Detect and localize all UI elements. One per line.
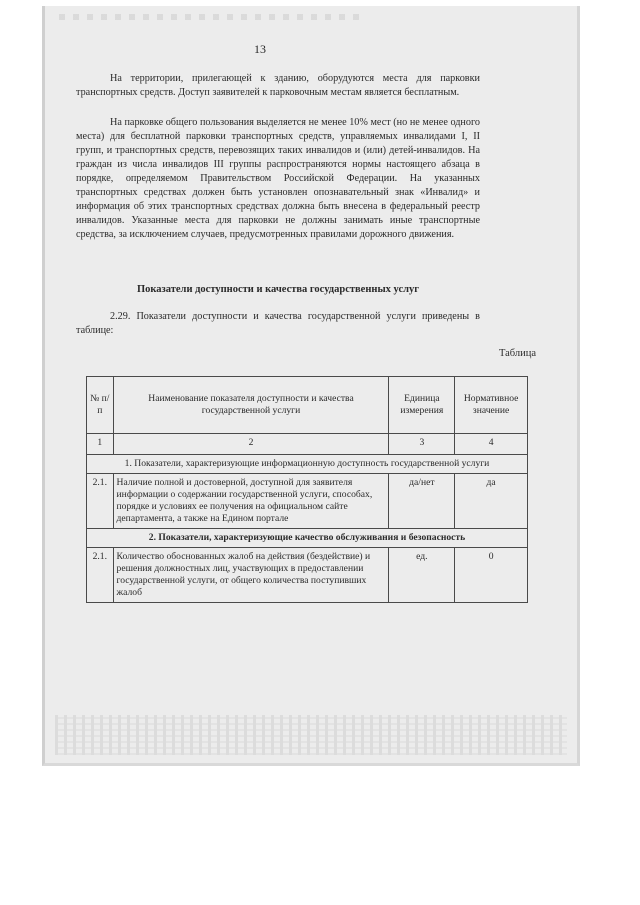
section1-row [87, 455, 528, 474]
paragraph-disabled-parking: На парковке общего пользования выделяется не менее 10% мест (но не менее одного места) для бесплатной парковки транспортных средств, управляемых инвалидами I, II групп, и транспортных средств, перевозящих таких инвалидов и (или) детей-инвалидов. На граждан из числа инвалидов III группы распространяются нормы настоящего абзаца в порядке, определяемом Правительством Российской Федерации. На указанных транспортных средствах должен быть установлен опознавательный знак «Инвалид» и информация об этих транспортных средствах должна быть внесена в федеральный реестр инвалидов. Указанные места для парковки не должны занимать иные транспортные средства, за исключением случаев, предусмотренных правилами дорожного движения. [76, 117, 480, 240]
table-row [87, 474, 528, 529]
header-value: Нормативное значение [455, 377, 528, 434]
header-name: Наименование показателя доступности и качества государственной услуги [113, 377, 389, 434]
header-num: № п/п [87, 377, 114, 434]
header-unit: Единица измерения [389, 377, 455, 434]
table-header-row [87, 377, 528, 434]
scan-noise-bottom [55, 715, 567, 755]
colnum-1: 1 [87, 434, 114, 455]
row2-value: 0 [455, 548, 528, 603]
row1-name: Наличие полной и достоверной, доступной для заявителя информации о содержании государственной услуги, способах, порядке и условиях ее получения на официальном сайте департамента, а также на Едином портале [113, 474, 389, 529]
colnum-4: 4 [455, 434, 528, 455]
row2-name: Количество обоснованных жалоб на действия (бездействие) и решения должностных лиц, участвующих в предоставлении государственной услуги, от общего количества поступивших жалоб [113, 548, 389, 603]
row1-num: 2.1. [87, 474, 114, 529]
section2-title: 2. Показатели, характеризующие качество обслуживания и безопасность [87, 529, 528, 548]
indicators-table [86, 376, 528, 603]
paragraph-intro: 2.29. Показатели доступности и качества государственной услуги приведены в таблице: [76, 311, 480, 336]
page-number: 13 [254, 42, 266, 56]
row2-num: 2.1. [87, 548, 114, 603]
row1-unit: да/нет [389, 474, 455, 529]
paragraph-parking: На территории, прилегающей к зданию, оборудуются места для парковки транспортных средств. Доступ заявителей к парковочным местам является бесплатным. [76, 73, 480, 98]
section-heading: Показатели доступности и качества государственных услуг [136, 284, 420, 295]
section1-title: 1. Показатели, характеризующие информационную доступность государственной услуги [87, 455, 528, 474]
column-number-row [87, 434, 528, 455]
table-row [87, 548, 528, 603]
row2-unit: ед. [389, 548, 455, 603]
scan-noise-top [59, 14, 359, 20]
colnum-3: 3 [389, 434, 455, 455]
row1-value: да [455, 474, 528, 529]
section2-row [87, 529, 528, 548]
colnum-2: 2 [113, 434, 389, 455]
table-label: Таблица [498, 348, 536, 359]
